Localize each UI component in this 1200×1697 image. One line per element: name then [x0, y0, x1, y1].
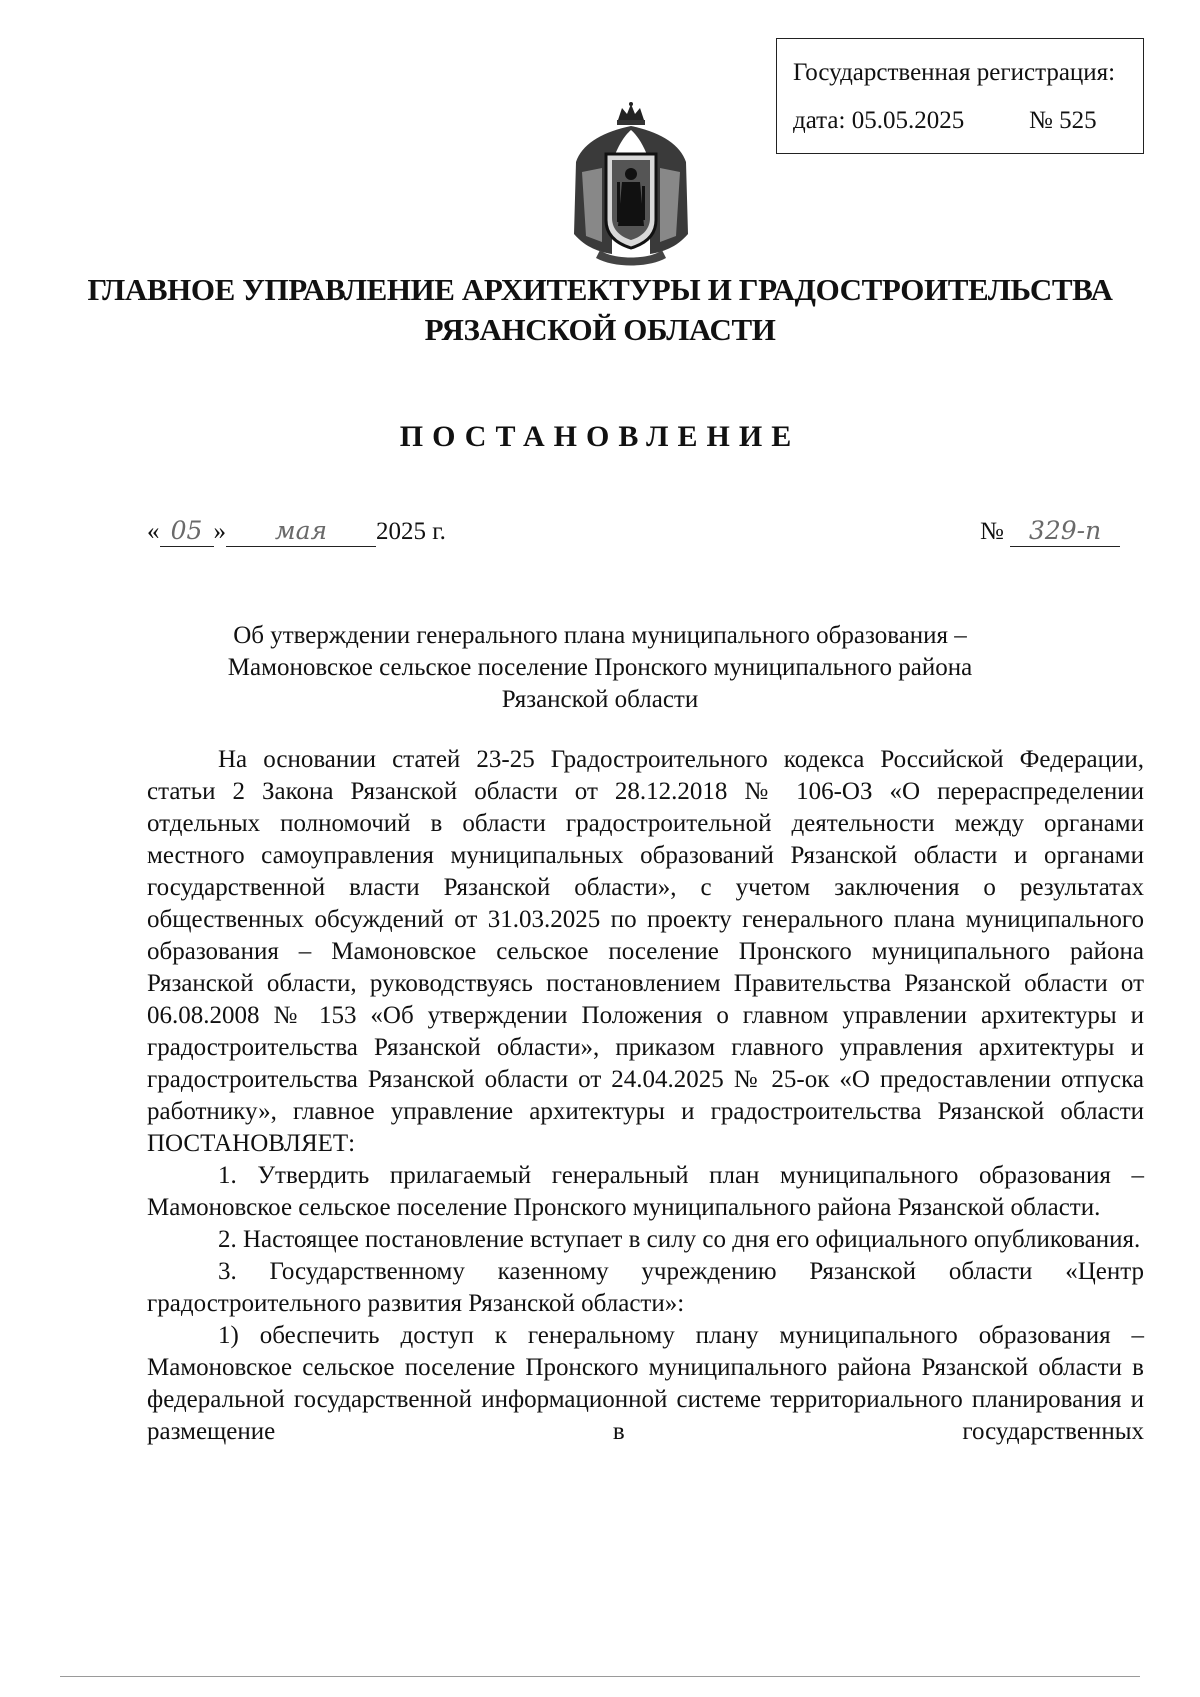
authority-name-line2: РЯЗАНСКОЙ ОБЛАСТИ — [424, 312, 776, 347]
preamble-paragraph: На основании статей 23-25 Градостроительного кодекса Российской Федерации, статьи 2 Закона Рязанской области от 28.12.2018 № 106-ОЗ «О перераспределении отдельных полномочий в области градостроительной деятельности между органами местного самоуправления муниципальных образований Рязанской области и органами государственной власти Рязанской области», с учетом заключения о результатах общественных обсуждений от 31.03.2025 по проекту генерального плана муниципального образования – Мамоновское сельское поселение Пронского муниципального района Рязанской области, руководствуясь постановлением Правительства Рязанской области от 06.08.2008 № 153 «Об утверждении Положения о главном управлении архитектуры и градостроительства Рязанской области», приказом главного управления архитектуры и градостроительства Рязанской области от 24.04.2025 № 25-ок «О предоставлении отпуска работнику», главное управление архитектуры и градостроительства Рязанской области ПОСТАНОВЛЯЕТ: — [147, 746, 1144, 1157]
authority-name-line1: ГЛАВНОЕ УПРАВЛЕНИЕ АРХИТЕКТУРЫ И ГРАДОСТРОИТЕЛЬСТВА — [87, 272, 1113, 307]
page-bottom-rule — [60, 1676, 1140, 1677]
document-number — [980, 516, 1120, 547]
document-date — [147, 516, 446, 547]
item-2-paragraph: 2. Настоящее постановление вступает в силу со дня его официального опубликования. — [218, 1226, 1141, 1253]
number-prefix: № — [980, 518, 1004, 545]
subject-line: Мамоновское сельское поселение Пронского муниципального района — [227, 654, 973, 681]
handwritten-day: 05 — [160, 516, 214, 547]
date-open-quote: « — [147, 518, 160, 545]
handwritten-number: 329-п — [1010, 516, 1120, 547]
registration-stamp — [776, 38, 1144, 154]
subject-line: Об утверждении генерального плана муниципального образования – — [233, 622, 967, 649]
registration-number: № 525 — [1029, 107, 1097, 134]
handwritten-month: мая — [226, 516, 376, 547]
document-type-title: ПОСТАНОВЛЕНИЕ — [399, 420, 801, 453]
coat-of-arms-icon — [572, 102, 690, 266]
item-3-paragraph: 3. Государственному казенному учреждению Рязанской области «Центр градостроительного развития Рязанской области»: — [147, 1258, 1144, 1317]
document-subject — [0, 620, 1200, 716]
item-1-paragraph: 1. Утвердить прилагаемый генеральный план муниципального образования – Мамоновское сельское поселение Пронского муниципального района Рязанской области. — [147, 1162, 1144, 1221]
subject-line: Рязанской области — [501, 686, 699, 713]
registration-title: Государственная регистрация: — [793, 59, 1116, 86]
date-close-quote: » — [213, 518, 226, 545]
registration-date: дата: 05.05.2025 — [793, 107, 965, 134]
document-body — [147, 744, 1144, 1448]
date-year: 2025 г. — [376, 518, 446, 545]
item-3-1-paragraph: 1) обеспечить доступ к генеральному плану муниципального образования – Мамоновское сельское поселение Пронского муниципального района Рязанской области в федеральной государственной информационной системе территориального планирования и размещение в государственных — [147, 1322, 1144, 1445]
